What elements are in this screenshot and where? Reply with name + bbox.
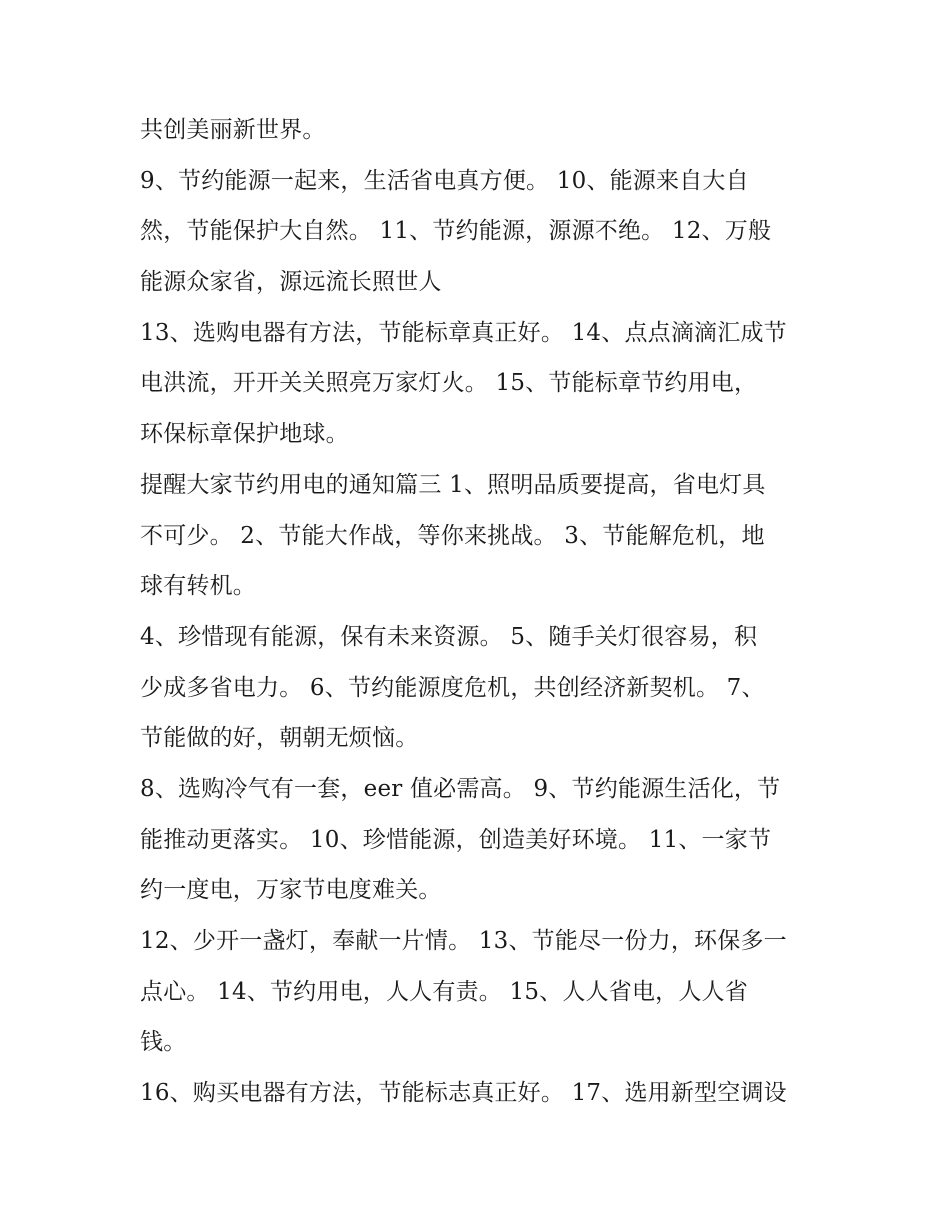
text-line: 提醒大家节约用电的通知篇三 1、照明品质要提高，省电灯具 — [140, 471, 766, 498]
text-line: 能推动更落实。 10、珍惜能源，创造美好环境。 11、一家节 — [140, 826, 772, 853]
paragraph-1 — [140, 105, 820, 156]
text-line: 然，节能保护大自然。 11、节约能源，源源不绝。 12、万般 — [140, 218, 772, 245]
text-line: 点心。 14、节约用电，人人有责。 15、人人省电，人人省 — [140, 978, 748, 1005]
text-line: 球有转机。 — [140, 573, 256, 600]
text-line: 8、选购冷气有一套，eer 值必需高。 9、节约能源生活化，节 — [140, 775, 781, 802]
paragraph-2 — [140, 156, 820, 308]
text-line: 少成多省电力。 6、节约能源度危机，共创经济新契机。 7、 — [140, 674, 765, 701]
paragraph-7 — [140, 916, 820, 1068]
paragraph-3 — [140, 308, 820, 460]
text-line: 电洪流，开开关关照亮万家灯火。 15、节能标章节约用电， — [140, 370, 758, 397]
text-line: 12、少开一盏灯，奉献一片情。 13、节能尽一份力，环保多一 — [140, 928, 787, 954]
text-line: 共创美丽新世界。 — [140, 117, 326, 143]
text-line: 环保标章保护地球。 — [140, 421, 349, 448]
paragraph-5 — [140, 612, 820, 764]
text-line: 16、购买电器有方法，节能标志真正好。 17、选用新型空调设 — [140, 1080, 787, 1107]
text-line: 约一度电，万家节电度难关。 — [140, 877, 442, 904]
paragraph-4 — [140, 460, 820, 612]
paragraph-8 — [140, 1068, 820, 1119]
text-line: 9、节约能源一起来，生活省电真方便。 10、能源来自大自 — [140, 167, 749, 194]
text-line: 钱。 — [140, 1029, 187, 1056]
text-body — [140, 105, 820, 1119]
paragraph-6 — [140, 764, 820, 916]
text-line: 节能做的好，朝朝无烦恼。 — [140, 725, 419, 752]
text-line: 13、选购电器有方法，节能标章真正好。 14、点点滴滴汇成节 — [140, 319, 787, 346]
text-line: 4、珍惜现有能源，保有未来资源。 5、随手关灯很容易，积 — [140, 623, 758, 650]
text-line: 能源众家省，源远流长照世人 — [140, 269, 442, 296]
text-line: 不可少。 2、节能大作战，等你来挑战。 3、节能解危机，地 — [140, 522, 765, 549]
